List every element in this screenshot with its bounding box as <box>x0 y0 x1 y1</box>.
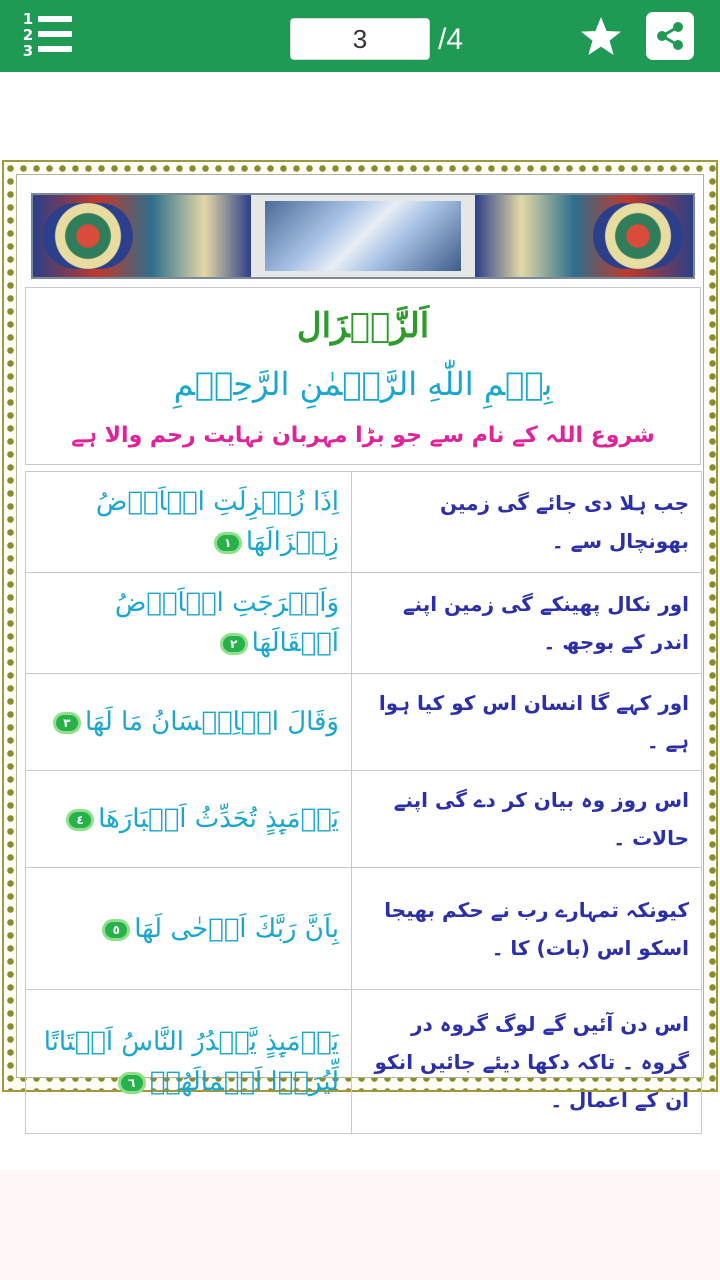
verse-number-badge: ١ <box>214 532 242 554</box>
verse-number-badge: ٣ <box>53 712 81 734</box>
verse-number-badge: ٦ <box>118 1072 146 1094</box>
verse-arabic: يَوۡمَٮِٕذٍ تُحَدِّثُ اَخۡبَارَهَا٤ <box>26 771 352 868</box>
verse-arabic: بِاَنَّ رَبَّكَ اَوۡحٰى لَهَا٥ <box>26 868 352 990</box>
star-icon <box>578 14 624 60</box>
verse-translation: کیونکہ تمہارے رب نے حکم بھیجا اسکو اس (بات) کا ۔ <box>352 868 702 990</box>
surah-page <box>16 174 704 1112</box>
list-line-icon <box>38 16 72 22</box>
bookmark-star-button[interactable] <box>578 14 624 60</box>
bismillah: بِسۡمِ اللّٰهِ الرَّحۡمٰنِ الرَّحِيۡمِ <box>173 365 553 403</box>
share-button[interactable] <box>646 12 694 60</box>
verse-number-badge: ٥ <box>102 919 130 941</box>
share-icon <box>654 20 686 52</box>
verse-arabic: وَاَخۡرَجَتِ الۡاَرۡضُ اَثۡقَالَهَا٢ <box>26 573 352 674</box>
verse-arabic: اِذَا زُلۡزِلَتِ الۡاَرۡضُ زِلۡزَالَهَا١ <box>26 472 352 573</box>
verse-number-badge: ٢ <box>220 633 248 655</box>
verse-translation: جب ہلا دی جائے گی زمین بھونچال سے ۔ <box>352 472 702 573</box>
verse-translation: اس روز وہ بیان کر دے گی اپنے حالات ۔ <box>352 771 702 868</box>
verse-row <box>26 674 702 771</box>
bottom-ad-area <box>0 1170 720 1280</box>
verse-translation: اور نکال پھینکے گی زمین اپنے اندر کے بوجھ ۔ <box>352 573 702 674</box>
verse-arabic: يَوۡمَٮِٕذٍ يَّصۡدُرُ النَّاسُ اَشۡتَاتًا لِّيُرَوۡا اَعۡمَالَهُمۡ٦ <box>26 990 352 1134</box>
verse-row <box>26 573 702 674</box>
verse-row <box>26 771 702 868</box>
list-line-icon <box>38 31 72 37</box>
list-line-icon <box>38 46 72 52</box>
verses-table <box>25 471 702 1134</box>
list-numbers-icon: 1 2 3 <box>22 10 34 60</box>
verse-row <box>26 868 702 990</box>
verse-number-badge: ٤ <box>66 809 94 831</box>
surah-page-frame <box>2 160 718 1112</box>
verse-translation: اور کہے گا انسان اس کو کیا ہوا ہے ۔ <box>352 674 702 771</box>
bismillah-translation: شروع اللہ کے نام سے جو بڑا مہربان نہایت رحم والا ہے <box>71 423 655 448</box>
top-app-bar <box>0 0 720 72</box>
surah-list-button[interactable] <box>16 12 76 62</box>
verse-translation: اس دن آئیں گے لوگ گروہ در گروہ ۔ تاکہ دکھا دیئے جائیں انکو ان کے اعمال ۔ <box>352 990 702 1134</box>
surah-heading <box>25 287 701 465</box>
ornament-left <box>43 203 133 269</box>
open-book-image <box>265 201 461 271</box>
verse-arabic: وَقَالَ الۡاِنۡسَانُ مَا لَهَا٣ <box>26 674 352 771</box>
page-number-input[interactable]: 3 <box>290 18 430 60</box>
page-total-label: /4 <box>438 23 464 56</box>
surah-title: اَلزَّلۡزَال <box>296 306 430 346</box>
ornament-right <box>593 203 683 269</box>
verse-row <box>26 990 702 1134</box>
verse-row <box>26 472 702 573</box>
header-ornament-image <box>31 193 695 279</box>
